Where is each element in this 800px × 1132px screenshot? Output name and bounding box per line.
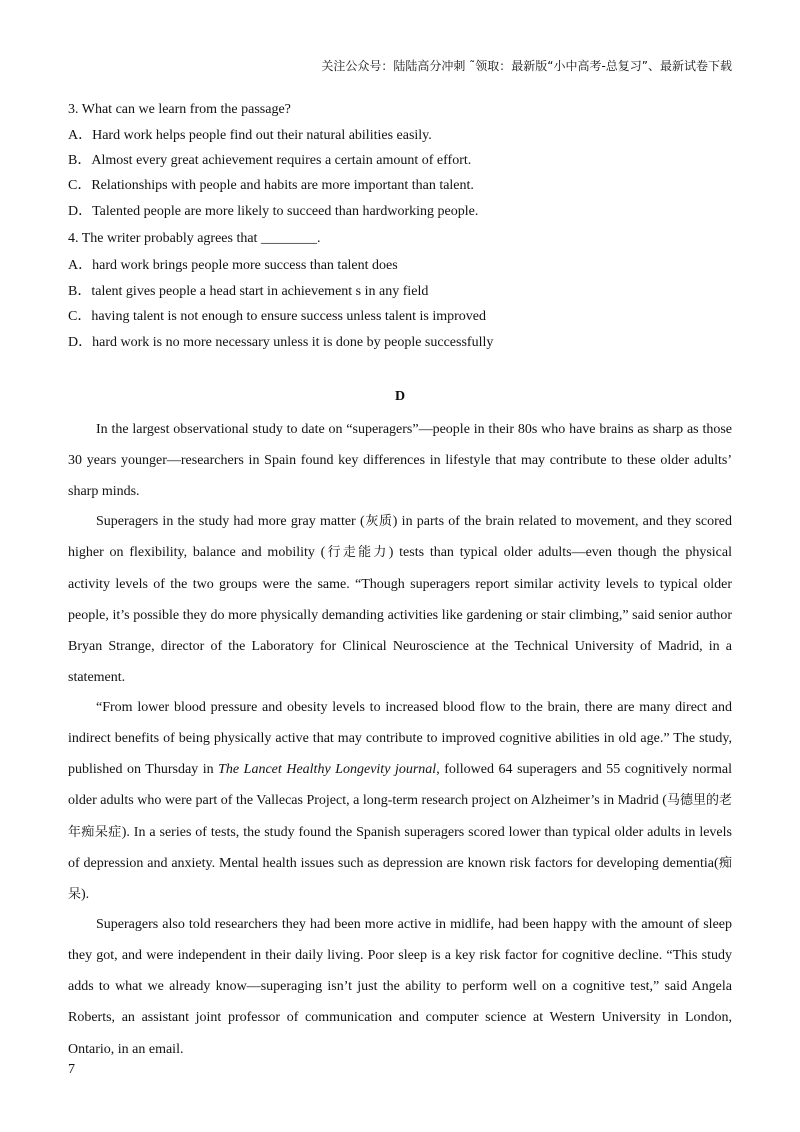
text-run: ) in parts of the brain related to movement, and they scored higher on flexibility, balance and mobility ( <box>68 514 732 561</box>
question-stem: 4. The writer probably agrees that ________. <box>68 231 321 246</box>
text-run: ) tests than typical older adults—even though the physical activity levels of the two groups were the same. “Though superagers report similar activity levels to typical older people, it’s possible they do more physically demanding activities like gardening or stair climbing,” said senior author Bryan Strange, director of the Laboratory for Clinical Neuroscience at the Technical University of Madrid, in a statement. <box>68 545 732 686</box>
option-b: B．Almost every great achievement requires a certain amount of effort. <box>68 153 472 168</box>
option-c: C．Relationships with people and habits are more important than talent. <box>68 178 474 193</box>
chinese-gloss: 痴呆 <box>68 855 732 903</box>
option-d: D．hard work is no more necessary unless it is done by people successfully <box>68 335 494 350</box>
option-c: C．having talent is not enough to ensure success unless talent is improved <box>68 309 486 324</box>
question-stem: 3. What can we learn from the passage? <box>68 102 291 117</box>
page-number: 7 <box>68 1062 75 1077</box>
article-paragraph-1: In the largest observational study to date on “superagers”—people in their 80s who have brains as sharp as those 30 years younger—researchers in Spain found key differences in lifestyle that may contribute to these older adults’ sharp minds. <box>68 422 732 500</box>
text-run: Superagers in the study had more gray matter ( <box>96 514 365 530</box>
option-a: A．Hard work helps people find out their natural abilities easily. <box>68 128 432 143</box>
header-promo-note: 关注公众号：陆陆高分冲刺 ˜领取：最新版“小中高考-总复习”、最新试卷下载 <box>321 59 732 73</box>
journal-title: The Lancet Healthy Longevity journal <box>218 762 437 778</box>
chinese-gloss: 灰质 <box>364 514 393 530</box>
text-run: “From lower blood pressure and obesity levels to increased blood flow to the brain, there are many direct and indirect benefits of being physically active that may contribute to improved cognitive abilities in old age.” The study, published on Thursday in <box>68 699 732 778</box>
text-run: , followed 64 superagers and 55 cognitively normal older adults who were part of the Vallecas Project, a long-term research project on Alzheimer’s in Madrid ( <box>68 762 732 809</box>
article-paragraph-3 <box>68 692 732 910</box>
article-paragraph-2 <box>68 506 732 693</box>
chinese-gloss: 马德里的老年痴呆症 <box>68 793 732 840</box>
article-body <box>68 414 732 1063</box>
article-paragraph-4: Superagers also told researchers they had been more active in midlife, had been happy with the amount of sleep they got, and were independent in their daily living. Poor sleep is a key risk factor for cognitive decline. “This study adds to what we already know—superaging isn’t just the ability to perform well on a cognitive test,” said Angela Roberts, an assistant joint professor of communication and computer science at Western University in London, Ontario, in an email. <box>68 916 732 1057</box>
option-b: B．talent gives people a head start in achievement s in any field <box>68 284 429 299</box>
chinese-gloss: 行走能力 <box>325 545 389 561</box>
text-run: ). <box>81 887 90 903</box>
option-d: D．Talented people are more likely to succeed than hardworking people. <box>68 204 479 219</box>
option-a: A．hard work brings people more success than talent does <box>68 258 398 273</box>
section-title: D <box>394 389 406 404</box>
text-run: ). In a series of tests, the study found the Spanish superagers scored lower than typical older adults in levels of depression and anxiety. Mental health issues such as depression are known risk factors for developing dementia( <box>68 824 732 871</box>
